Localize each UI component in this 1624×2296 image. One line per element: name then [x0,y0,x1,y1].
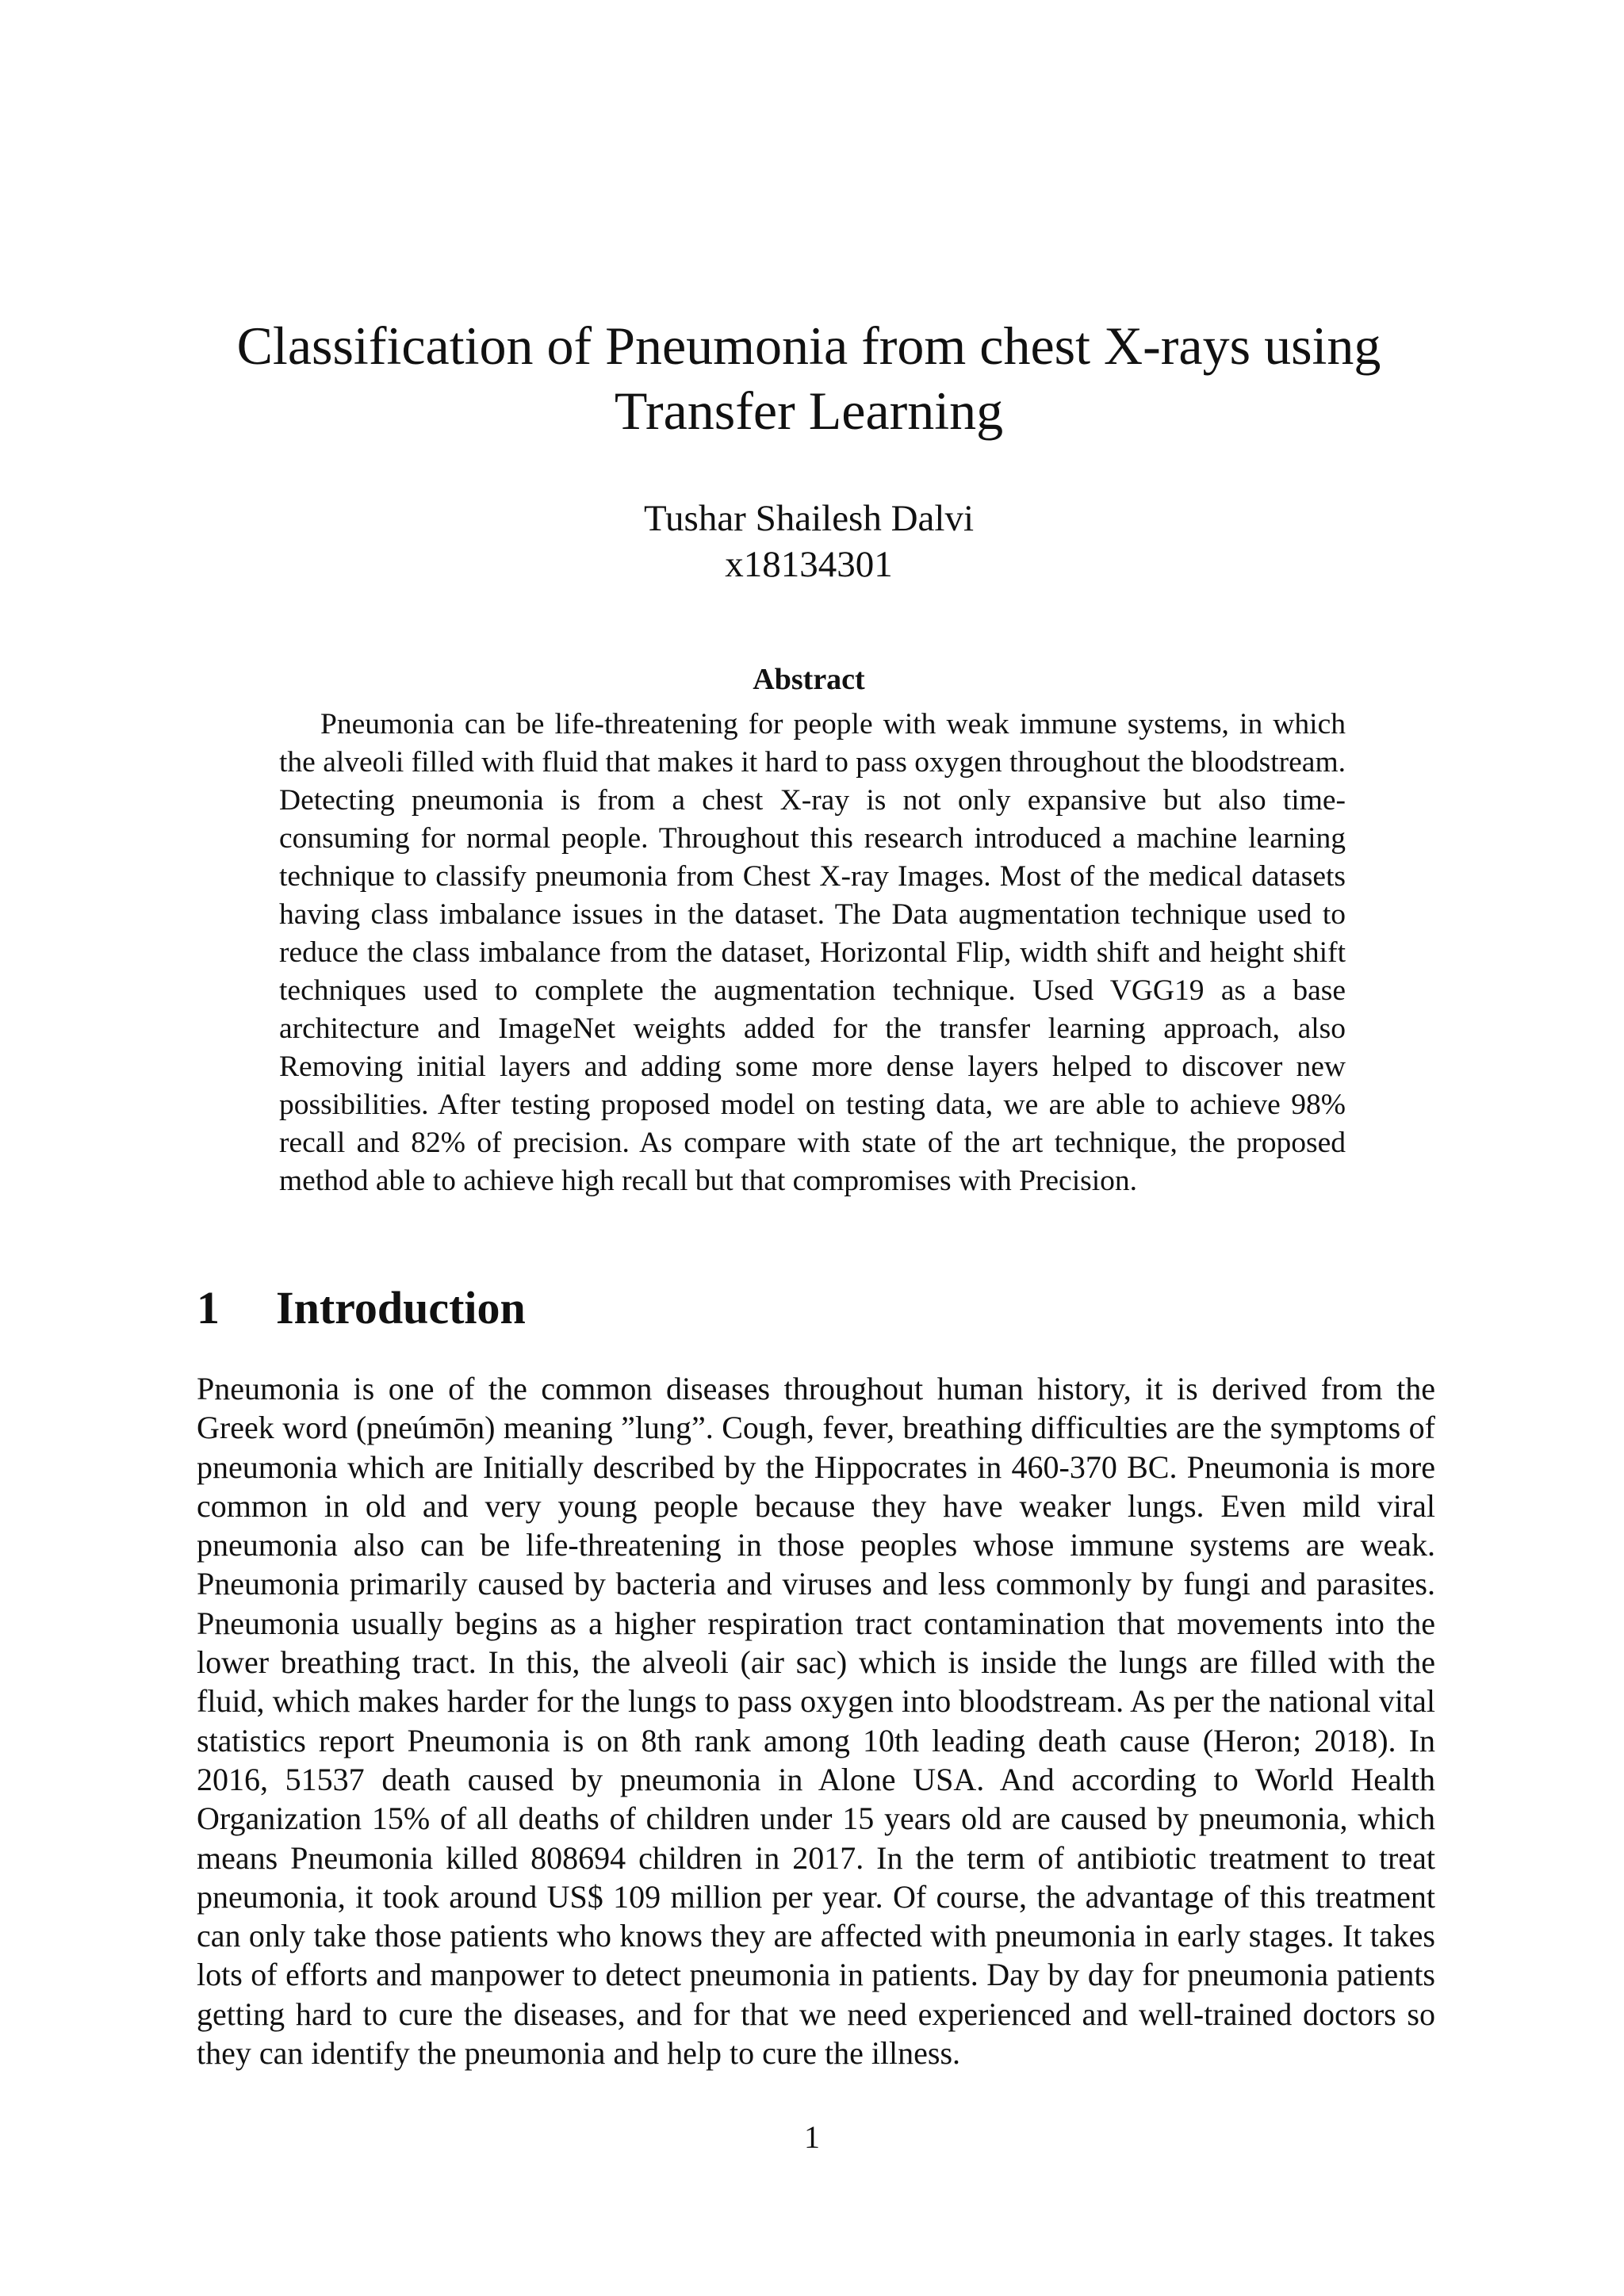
introduction-paragraph: Pneumonia is one of the common diseases throughout human history, it is derived from the Greek word (pneúmōn) meaning ”lung”. Cough, fever, breathing difficulties are the symptoms of pneumonia which are Initially described by the Hippocrates in 460-370 BC. Pneumonia is more common in old and very young people because they have weaker lungs. Even mild viral pneumonia also can be life-threatening in those peoples whose immune systems are weak. Pneumonia primarily caused by bacteria and viruses and less commonly by fungi and parasites. Pneumonia usually begins as a higher respiration tract contamination that movements into the lower breathing tract. In this, the alveoli (air sac) which is inside the lungs are filled with the fluid, which makes harder for the lungs to pass oxygen into bloodstream. As per the national vital statistics report Pneumonia is on 8th rank among 10th leading death cause (Heron; 2018). In 2016, 51537 death caused by pneumonia in Alone USA. And according to World Health Organization 15% of all deaths of children under 15 years old are caused by pneumonia, which means Pneumonia killed 808694 children in 2017. In the term of antibiotic treatment to treat pneumonia, it took around US$ 109 million per year. Of course, the advantage of this treatment can only take those patients who knows they are affected with pneumonia in early stages. It takes lots of efforts and manpower to detect pneumonia in patients. Day by day for pneumonia patients getting hard to cure the diseases, and for that we need experienced and well-trained doctors so they can identify the pneumonia and help to cure the illness. [197,1371,1435,2072]
section-number: 1 [197,1282,220,1334]
paper-title [182,313,1435,443]
section-heading-introduction [197,1280,526,1336]
author-name: Tushar Shailesh Dalvi [643,498,975,539]
abstract-heading: Abstract [753,663,865,696]
paper-title-line-1: Classification of Pneumonia from chest X-rays using [236,316,1381,376]
paper-title-line-2: Transfer Learning [614,381,1004,441]
abstract-text: Pneumonia can be life-threatening for people with weak immune systems, in which the alveoli filled with fluid that makes it hard to pass oxygen throughout the bloodstream. Detecting pneumonia is from a chest X-ray is not only expansive but also time-consuming for normal people. Throughout this research introduced a machine learning technique to classify pneumonia from Chest X-ray Images. Most of the medical datasets having class imbalance issues in the dataset. The Data augmentation technique used to reduce the class imbalance from the dataset, Horizontal Flip, width shift and height shift techniques used to complete the augmentation technique. Used VGG19 as a base architecture and ImageNet weights added for the transfer learning approach, also Removing initial layers and adding some more dense layers helped to discover new possibilities. After testing proposed model on testing data, we are able to achieve 98% recall and 82% of precision. As compare with state of the art technique, the proposed method able to achieve high recall but that compromises with Precision. [279,708,1346,1197]
page-number: 1 [804,2119,820,2155]
author-block [182,496,1435,587]
section-title: Introduction [276,1282,526,1334]
author-id: x18134301 [725,544,893,585]
